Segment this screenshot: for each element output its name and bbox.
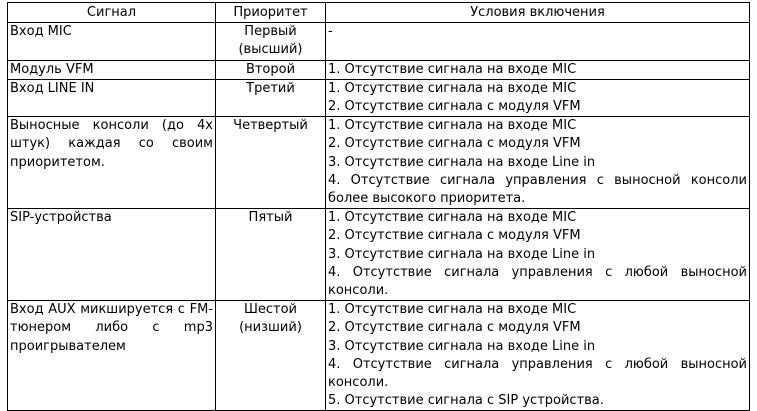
condition-item: 1. Отсутствие сигнала на входе MIC <box>328 302 577 318</box>
table-row <box>8 117 750 209</box>
table-row <box>8 23 750 60</box>
header-priority: Приоритет <box>216 3 326 23</box>
table-row <box>8 209 750 301</box>
priority-cell: Пятый <box>216 209 326 301</box>
signal-cell: SIP-устройства <box>8 209 216 301</box>
condition-item: 2. Отсутствие сигнала с модуля VFM <box>328 228 581 244</box>
header-row <box>8 3 750 23</box>
condition-item: - <box>328 24 333 40</box>
conditions-cell <box>326 79 750 116</box>
condition-item: 3. Отсутствие сигнала на входе Line in <box>328 338 596 354</box>
condition-item: 4. Отсутствие сигнала управления с любой выносной консоли. <box>328 264 747 299</box>
condition-item: 3. Отсутствие сигнала на входе Line in <box>328 154 596 170</box>
priority-cell: Шестой (низший) <box>216 301 326 411</box>
signal-cell: Вход LINE IN <box>8 79 216 116</box>
priority-cell: Первый (высший) <box>216 23 326 60</box>
conditions-cell <box>326 209 750 301</box>
condition-item: 1. Отсутствие сигнала на входе MIC <box>328 61 577 77</box>
table-row <box>8 301 750 411</box>
conditions-cell <box>326 301 750 411</box>
header-conditions: Условия включения <box>326 3 750 23</box>
conditions-cell <box>326 23 750 60</box>
condition-item: 2. Отсутствие сигнала с модуля VFM <box>328 99 581 115</box>
priority-cell: Второй <box>216 60 326 79</box>
priority-cell: Третий <box>216 79 326 116</box>
condition-item: 4. Отсутствие сигнала управления с выносной консоли более высокого приоритета. <box>328 172 747 207</box>
condition-item: 1. Отсутствие сигнала на входе MIC <box>328 210 577 226</box>
condition-item: 2. Отсутствие сигнала с модуля VFM <box>328 320 581 336</box>
header-signal: Сигнал <box>8 3 216 23</box>
condition-item: 5. Отсутствие сигнала с SIP устройства. <box>328 393 604 409</box>
signal-cell: Модуль VFM <box>8 60 216 79</box>
condition-item: 4. Отсутствие сигнала управления с любой выносной консоли. <box>328 356 747 391</box>
table-header <box>8 3 750 23</box>
condition-item: 1. Отсутствие сигнала на входе MIC <box>328 80 577 96</box>
condition-item: 3. Отсутствие сигнала на входе Line in <box>328 246 596 262</box>
conditions-cell <box>326 117 750 209</box>
priority-table <box>7 2 750 411</box>
condition-item: 2. Отсутствие сигнала с модуля VFM <box>328 136 581 152</box>
signal-cell: Выносные консоли (до 4х штук) каждая со своим приоритетом. <box>8 117 216 209</box>
table-row <box>8 79 750 116</box>
signal-cell: Вход AUX микшируется с FM-тюнером либо с mp3 проигрывателем <box>8 301 216 411</box>
priority-cell: Четвертый <box>216 117 326 209</box>
table-row <box>8 60 750 79</box>
conditions-cell <box>326 60 750 79</box>
condition-item: 1. Отсутствие сигнала на входе MIC <box>328 118 577 134</box>
signal-cell: Вход MIC <box>8 23 216 60</box>
